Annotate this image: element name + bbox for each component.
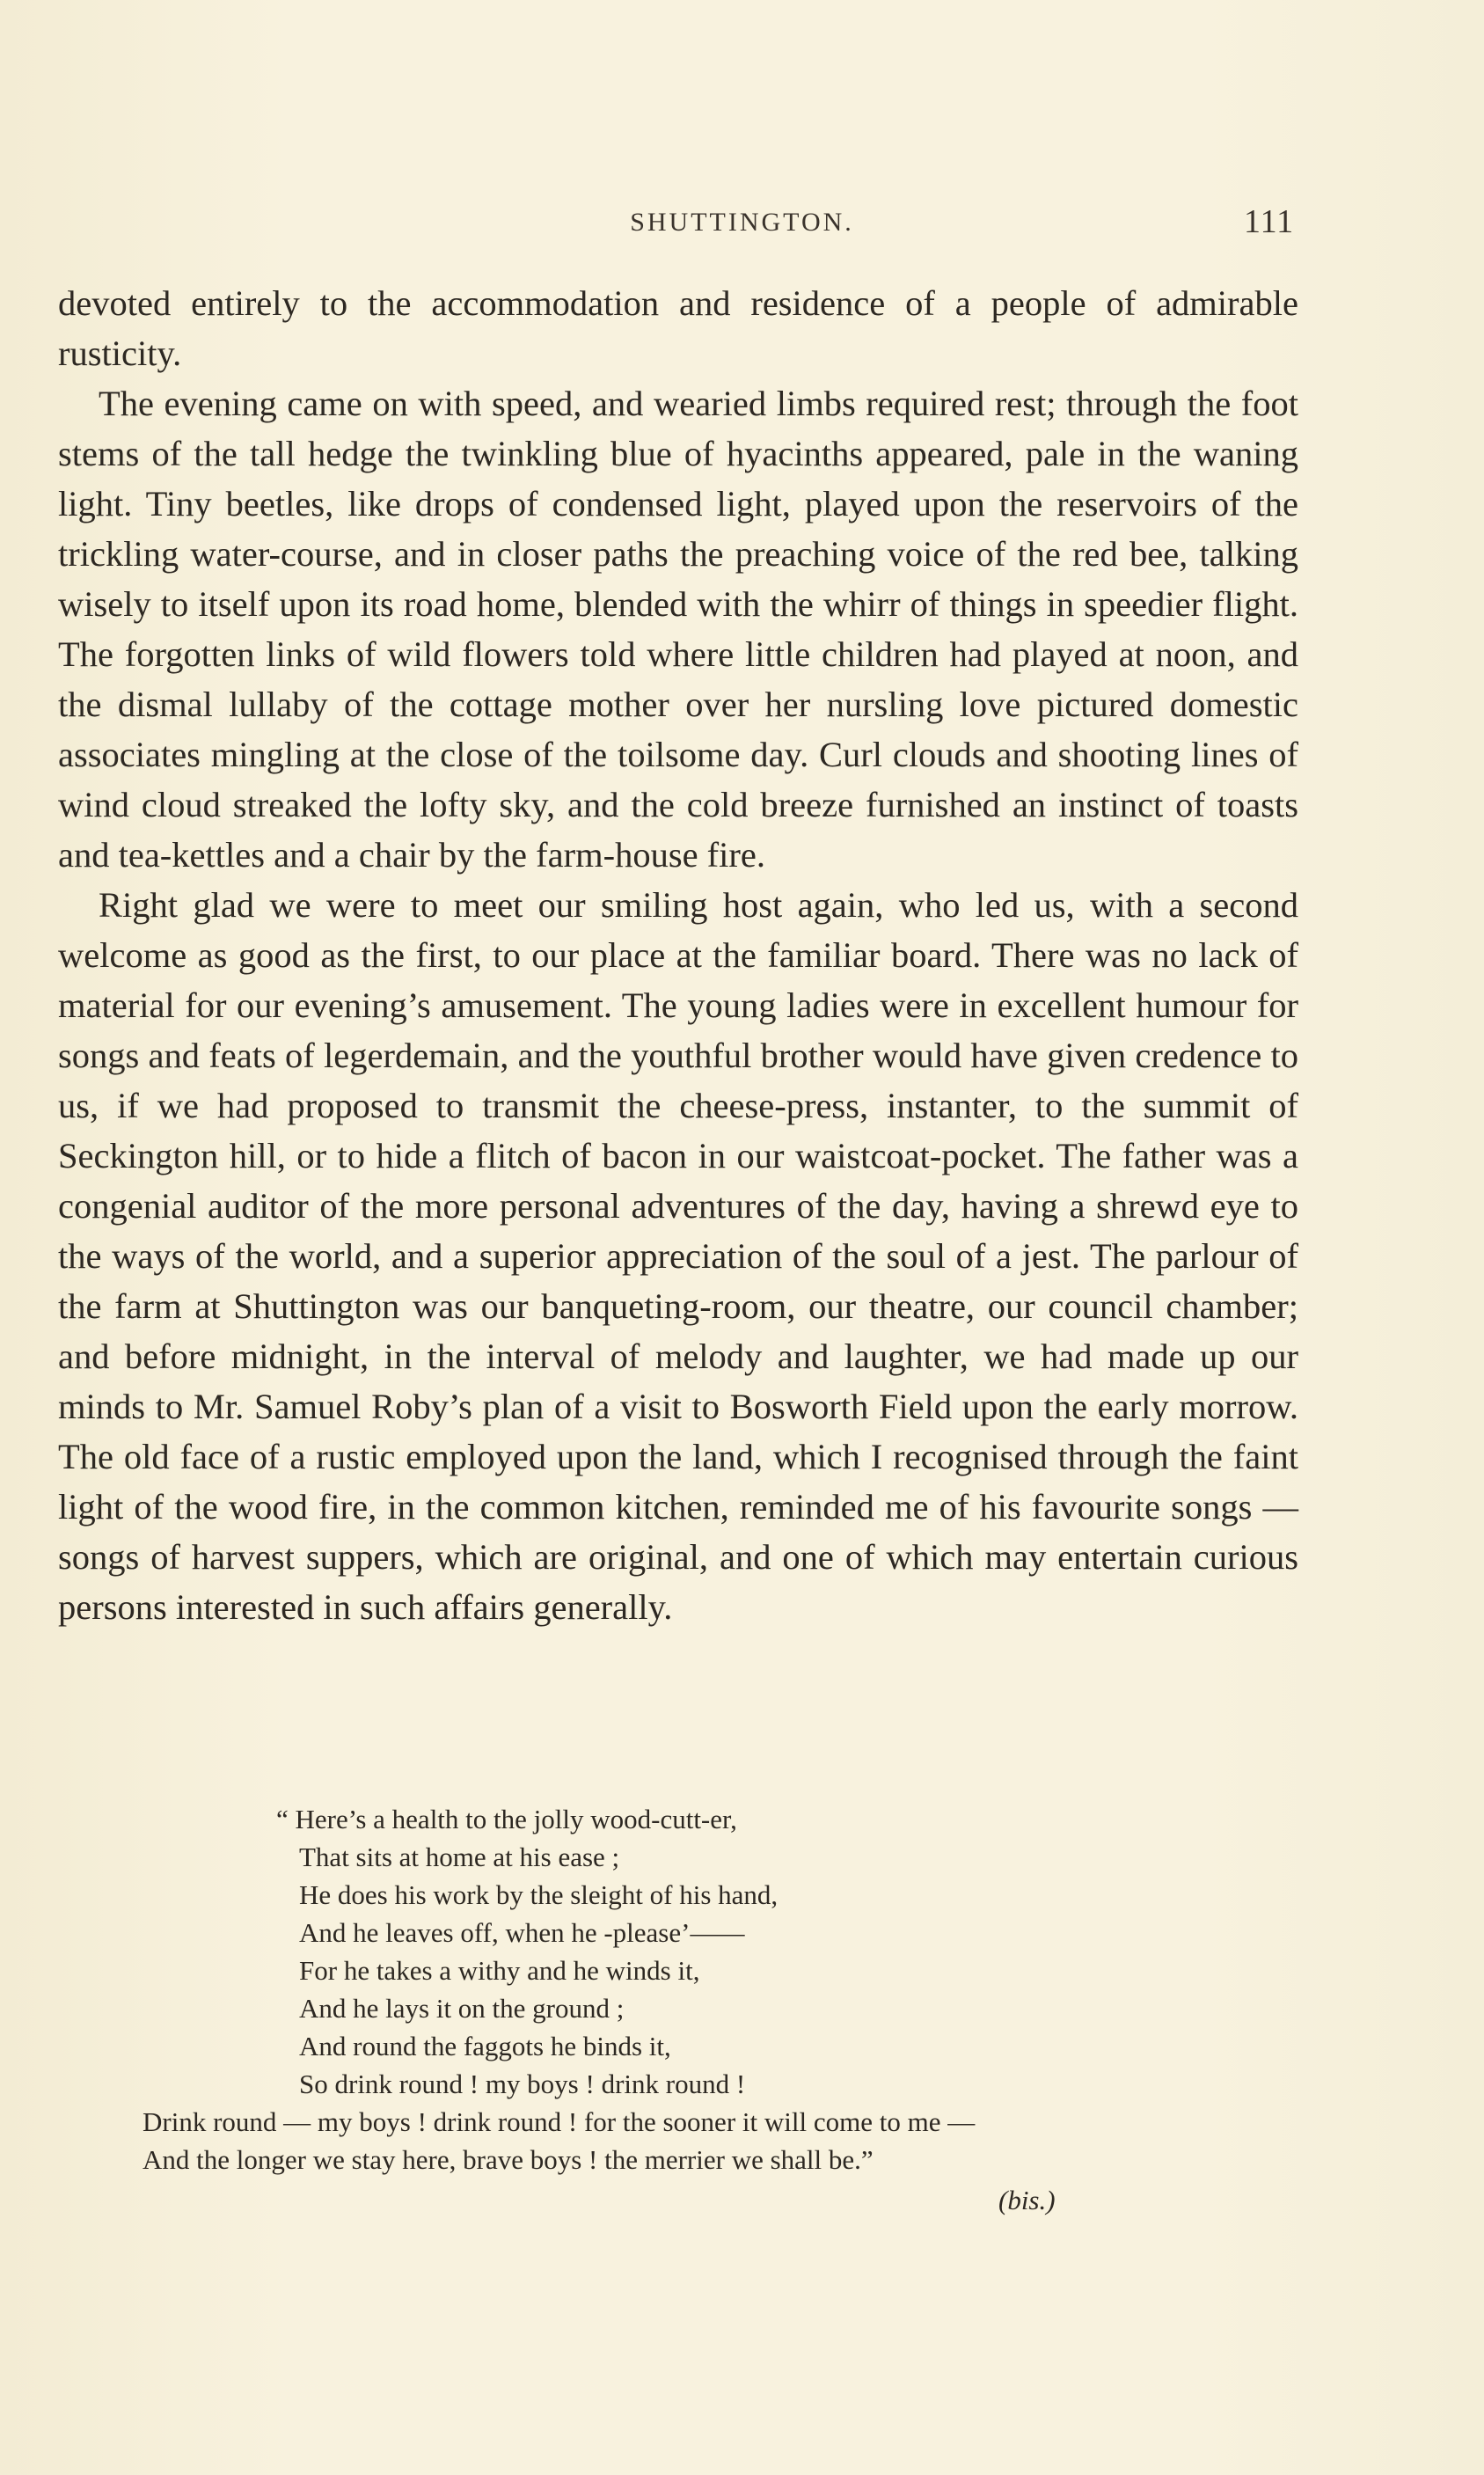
song-line: For he takes a withy and he winds it, xyxy=(299,1955,700,1986)
song-line: And round the faggots he binds it, xyxy=(299,2031,671,2061)
song-chorus-line: And the longer we stay here, brave boys ! the merrier we shall be.” xyxy=(143,2144,874,2175)
repeat-mark: (bis.) xyxy=(998,2185,1056,2215)
page-number: 111 xyxy=(1244,203,1295,240)
song-line: And he leaves off, when he -please’—— xyxy=(299,1917,745,1948)
song-line: So drink round ! my boys ! drink round ! xyxy=(299,2069,746,2099)
paragraph-evening: The evening came on with speed, and wearied limbs required rest; through the foot stems of the tall hedge the twinkling blue of hyacinths appeared, pale in the waning light. Tiny beetles, like drops of condensed light, played upon the reservoirs of the trickling water-course, and in closer paths the preaching voice of the red bee, talking wisely to itself upon its road home, blended with the whirr of things in speedier flight. The forgotten links of wild flowers told where little children had played at noon, and the dismal lullaby of the cottage mother over her nursling love pictured domestic associates mingling at the close of the toilsome day. Curl clouds and shooting lines of wind cloud streaked the lofty sky, and the cold breeze furnished an instinct of toasts and tea-kettles and a chair by the farm-house fire. xyxy=(58,384,1298,875)
paragraph-continuation: devoted entirely to the accommodation and residence of a people of admirable rusticity. xyxy=(58,283,1298,373)
song-line: That sits at home at his ease ; xyxy=(299,1842,620,1872)
body-text xyxy=(58,278,1298,1632)
song-chorus-line: Drink round — my boys ! drink round ! for the sooner it will come to me — xyxy=(143,2106,976,2137)
paragraph-host: Right glad we were to meet our smiling host again, who led us, with a second welcome as good as the first, to our place at the familiar board. There was no lack of material for our evening’s amusement. The young ladies were in excellent humour for songs and feats of legerdemain, and the youthful brother would have given credence to us, if we had proposed to transmit the cheese-press, instanter, to the summit of Seckington hill, or to hide a flitch of bacon in our waistcoat-pocket. The father was a congenial auditor of the more personal adventures of the day, having a shrewd eye to the ways of the world, and a superior appreciation of the soul of a jest. The parlour of the farm at Shuttington was our banqueting-room, our theatre, our council chamber; and before midnight, in the interval of melody and laughter, we had made up our minds to Mr. Samuel Roby’s plan of a visit to Bosworth Field upon the early morrow. The old face of a rustic employed upon the land, which I recognised through the faint light of the wood fire, in the common kitchen, reminded me of his favourite songs — songs of harvest suppers, which are original, and one of which may entertain curious persons interested in such affairs generally. xyxy=(58,885,1298,1627)
song-line: “ Here’s a health to the jolly wood-cutt-er, xyxy=(276,1804,737,1834)
song-line: And he lays it on the ground ; xyxy=(299,1993,625,2024)
song-line: He does his work by the sleight of his hand, xyxy=(299,1879,779,1910)
running-title: SHUTTINGTON. xyxy=(630,208,854,237)
